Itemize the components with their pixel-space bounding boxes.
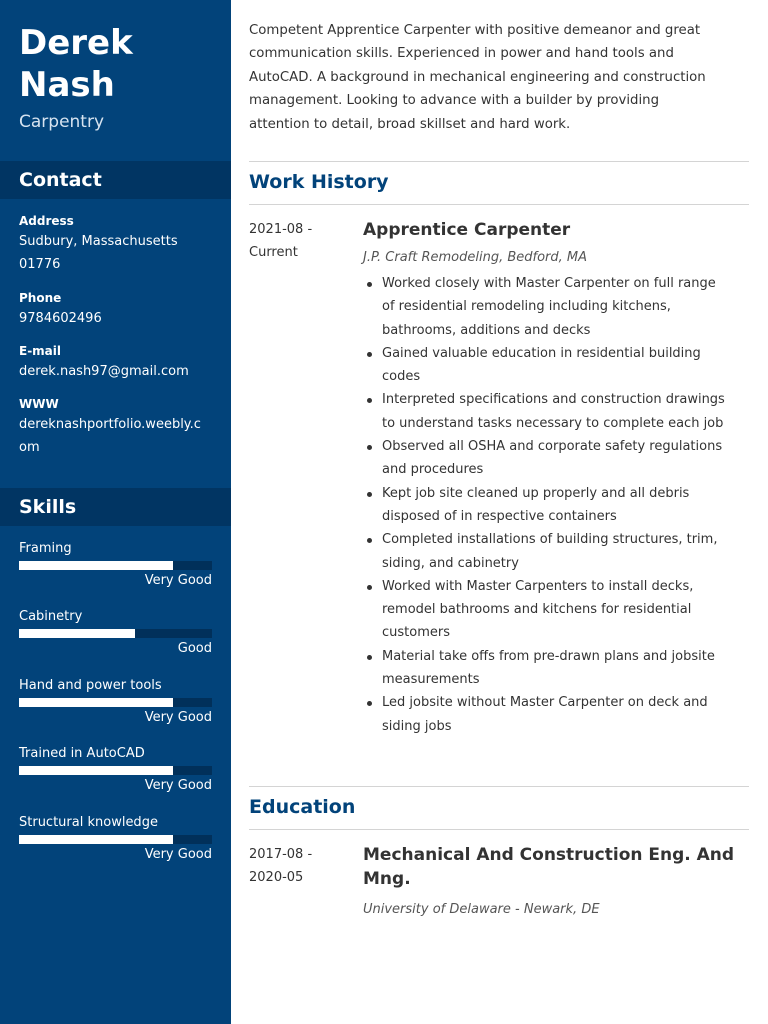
skill-bar-fill: [19, 835, 173, 844]
skill-name: Trained in AutoCAD: [19, 746, 145, 761]
skill-bar-fill: [19, 766, 173, 775]
job-bullet-line: Gained valuable education in residential building: [382, 345, 701, 361]
skills-heading: Skills: [0, 488, 231, 526]
divider: [249, 786, 749, 787]
degree-line: Mng.: [363, 869, 411, 889]
sidebar: [0, 0, 231, 1024]
job-bullet-line: codes: [382, 369, 421, 385]
skill-level: Very Good: [144, 573, 212, 588]
job-dates: [249, 218, 349, 264]
job-bullet-line: Worked with Master Carpenters to install decks,: [382, 578, 694, 594]
skill-bar: [19, 561, 212, 570]
skill-bar-fill: [19, 698, 173, 707]
skill-name: Hand and power tools: [19, 678, 162, 693]
summary-line: management. Looking to advance with a builder by providing: [249, 93, 660, 109]
summary-line: attention to detail, broad skillset and hard work.: [249, 116, 571, 132]
job-bullet-line: Material take offs from pre-drawn plans and jobsite: [382, 648, 715, 664]
contact-phone: [19, 289, 219, 330]
job-bullet-line: Interpreted specifications and construction drawings: [382, 392, 725, 408]
job-bullets: [363, 272, 749, 738]
job-bullet-item: [363, 342, 749, 389]
job-bullet-line: remodel bathrooms and kitchens for residential: [382, 602, 692, 618]
job-bullet-line: siding, and cabinetry: [382, 555, 519, 571]
job-bullet-line: Worked closely with Master Carpenter on full range: [382, 276, 716, 291]
job-bullet-line: Led jobsite without Master Carpenter on deck and: [382, 695, 708, 711]
job-bullet-item: [363, 528, 749, 575]
job-bullet-item: [363, 435, 749, 482]
skill-name: Framing: [19, 541, 72, 556]
skill-bar: [19, 835, 212, 844]
address-line1: Sudbury, Massachusetts: [19, 234, 178, 249]
address-label: Address: [19, 214, 74, 228]
skill-bar: [19, 629, 212, 638]
job-bullet-line: customers: [382, 625, 450, 641]
education-heading: Education: [249, 796, 356, 818]
skill-bar: [19, 698, 212, 707]
job-bullet-line: disposed of in respective containers: [382, 508, 617, 524]
skill-bar: [19, 766, 212, 775]
divider: [249, 161, 749, 162]
job-bullet-line: measurements: [382, 672, 480, 688]
degree-title: [363, 843, 749, 891]
job-bullet-line: to understand tasks necessary to complete each job: [382, 415, 724, 431]
skill-item: [19, 678, 212, 726]
job-bullet-line: and procedures: [382, 462, 484, 478]
summary-line: communication skills. Experienced in power and hand tools and: [249, 46, 674, 62]
job-bullet-item: [363, 645, 749, 692]
first-name: Derek: [19, 23, 133, 63]
professional-summary: [249, 19, 749, 136]
job-bullet-line: Completed installations of building structures, trim,: [382, 532, 718, 548]
www-label: WWW: [19, 397, 59, 411]
job-company: J.P. Craft Remodeling, Bedford, MA: [363, 250, 588, 265]
phone-label: Phone: [19, 291, 62, 305]
skill-item: [19, 609, 212, 657]
skill-item: [19, 815, 212, 863]
job-bullet-line: of residential remodeling including kitchens,: [382, 299, 671, 315]
job-bullet-line: siding jobs: [382, 718, 452, 734]
skill-level: Good: [177, 641, 212, 656]
education-date-end: 2020-05: [249, 870, 304, 885]
phone-value[interactable]: 9784602496: [19, 311, 102, 326]
education-date-start: 2017-08 -: [249, 847, 313, 862]
job-date-start: 2021-08 -: [249, 222, 313, 237]
skill-name: Cabinetry: [19, 609, 83, 624]
contact-email: [19, 342, 219, 383]
last-name: Nash: [19, 65, 115, 105]
job-bullet-line: bathrooms, additions and decks: [382, 322, 591, 338]
profession: Carpentry: [19, 112, 105, 132]
contact-www: [19, 395, 219, 459]
candidate-name: [19, 22, 219, 106]
skill-name: Structural knowledge: [19, 815, 158, 830]
email-label: E-mail: [19, 344, 62, 358]
work-history-heading: Work History: [249, 171, 389, 193]
skill-level: Very Good: [144, 847, 212, 862]
www-line2[interactable]: om: [19, 440, 40, 455]
job-bullet-item: [363, 691, 749, 738]
summary-line: Competent Apprentice Carpenter with positive demeanor and great: [249, 23, 701, 38]
divider: [249, 204, 749, 205]
divider: [249, 829, 749, 830]
job-title: Apprentice Carpenter: [363, 220, 571, 240]
summary-line: AutoCAD. A background in mechanical engineering and construction: [249, 69, 706, 85]
www-line1[interactable]: dereknashportfolio.weebly.c: [19, 417, 201, 432]
skill-item: [19, 746, 212, 794]
skill-bar-fill: [19, 629, 135, 638]
skill-bar-fill: [19, 561, 173, 570]
contact-heading: Contact: [0, 161, 231, 199]
job-bullet-item: [363, 482, 749, 529]
address-line2: 01776: [19, 257, 61, 272]
job-bullet-line: Observed all OSHA and corporate safety regulations: [382, 439, 723, 455]
job-bullet-item: [363, 272, 749, 342]
job-bullet-item: [363, 575, 749, 645]
email-value[interactable]: derek.nash97@gmail.com: [19, 364, 189, 379]
job-bullet-item: [363, 388, 749, 435]
education-dates: [249, 843, 349, 889]
job-date-end: Current: [249, 245, 298, 260]
degree-line: Mechanical And Construction Eng. And: [363, 845, 735, 865]
school-name: University of Delaware - Newark, DE: [363, 902, 600, 917]
skill-level: Very Good: [144, 710, 212, 725]
job-bullet-line: Kept job site cleaned up properly and all debris: [382, 485, 690, 501]
skill-item: [19, 541, 212, 589]
skill-level: Very Good: [144, 778, 212, 793]
contact-address: [19, 212, 219, 276]
